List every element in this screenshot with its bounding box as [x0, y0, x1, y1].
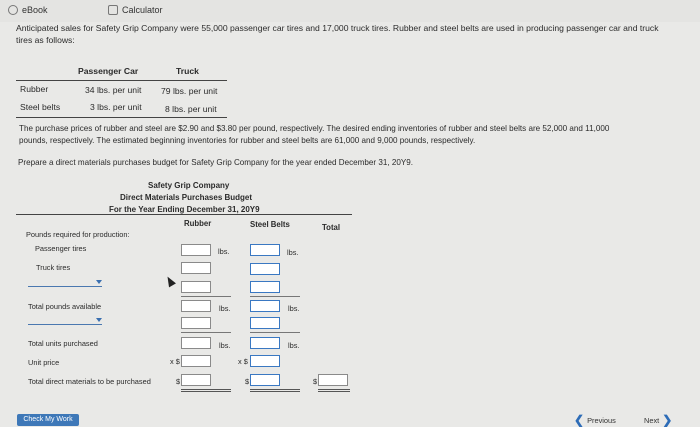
rubber-total-cost-input[interactable] — [181, 374, 211, 386]
times-dollar-steel: x $ — [238, 357, 248, 366]
steel-truck-input[interactable] — [250, 263, 280, 275]
rubber-units-purchased-input[interactable] — [181, 337, 211, 349]
row-steel-passenger: 3 lbs. per unit — [90, 102, 142, 112]
budget-item-dropdown-2[interactable] — [28, 316, 102, 325]
body-paragraph-1b: pounds, respectively. The estimated beginning inventories for rubber and steel belts are 61,000 and 9,000 pounds, respectively. — [19, 136, 476, 145]
label-truck-tires: Truck tires — [36, 263, 71, 272]
intro-line-2: tires as follows: — [16, 35, 75, 45]
label-total-units-purchased: Total units purchased — [28, 339, 98, 348]
steel-subtotal-rule — [250, 296, 300, 297]
mouse-cursor — [164, 275, 176, 288]
rubber-passenger-input[interactable] — [181, 244, 211, 256]
previous-label: Previous — [587, 415, 616, 425]
budget-title: Direct Materials Purchases Budget — [120, 193, 253, 202]
rubber-subtotal-rule-2 — [181, 332, 231, 333]
rubber-final-rule — [181, 389, 231, 390]
chevron-down-icon — [96, 280, 102, 284]
steel-subtotal-rule-2 — [250, 332, 300, 333]
body-paragraph-1: The purchase prices of rubber and steel are $2.90 and $3.80 per pound, respectively. The desired ending inventories of rubber and steel belts are 52,000 and 11,000 — [19, 124, 610, 133]
unit-lbs-steel-passenger: lbs. — [287, 248, 299, 257]
header-passenger-car: Passenger Car — [78, 66, 139, 76]
budget-company: Safety Grip Company — [148, 181, 230, 190]
unit-lbs-steel-available: lbs. — [288, 304, 300, 313]
row-rubber-truck: 79 lbs. per unit — [161, 86, 218, 96]
calculator-tab-label: Calculator — [122, 5, 163, 15]
body-paragraph-2: Prepare a direct materials purchases budget for Safety Grip Company for the year ended December 31, 20Y9. — [18, 158, 414, 167]
steel-dropdown2-input[interactable] — [250, 317, 280, 329]
rubber-dropdown1-input[interactable] — [181, 281, 211, 293]
calculator-icon — [108, 5, 118, 15]
budget-period: For the Year Ending December 31, 20Y9 — [109, 205, 260, 214]
dollar-total: $ — [313, 377, 318, 386]
steel-final-rule-2 — [250, 391, 300, 392]
header-truck: Truck — [176, 66, 199, 76]
chevron-down-icon — [96, 318, 102, 322]
unit-lbs-rubber-passenger: lbs. — [218, 247, 230, 256]
materials-header-rule — [16, 80, 227, 81]
row-steel-label: Steel belts — [20, 102, 61, 112]
dollar-steel: $ — [245, 377, 250, 386]
next-button[interactable] — [644, 413, 672, 427]
rubber-subtotal-rule — [181, 296, 231, 297]
next-label: Next — [644, 415, 660, 425]
rubber-total-available-input[interactable] — [181, 300, 211, 312]
label-passenger-tires: Passenger tires — [35, 244, 87, 253]
label-total-pounds-available: Total pounds available — [28, 302, 102, 311]
steel-total-cost-input[interactable] — [250, 374, 280, 386]
ebook-tab-label: eBook — [22, 5, 48, 15]
row-rubber-passenger: 34 lbs. per unit — [85, 85, 142, 95]
row-rubber-label: Rubber — [20, 84, 49, 94]
chevron-right-icon: ❯ — [662, 413, 673, 427]
ebook-icon — [8, 5, 18, 15]
unit-lbs-rubber-purchased: lbs. — [219, 341, 231, 350]
col-header-rubber: Rubber — [184, 219, 212, 228]
ebook-tab[interactable] — [8, 5, 48, 15]
label-pounds-required: Pounds required for production: — [26, 230, 130, 239]
rubber-dropdown2-input[interactable] — [181, 317, 211, 329]
col-header-total: Total — [322, 223, 341, 232]
previous-button[interactable] — [574, 413, 616, 427]
steel-dropdown1-input[interactable] — [250, 281, 280, 293]
budget-item-dropdown-1[interactable] — [28, 278, 102, 287]
steel-total-available-input[interactable] — [250, 300, 280, 312]
rubber-final-rule-2 — [181, 391, 231, 392]
chevron-left-icon: ❮ — [574, 413, 585, 427]
unit-lbs-rubber-available: lbs. — [219, 304, 231, 313]
top-toolbar — [0, 0, 700, 22]
col-header-steel-belts: Steel Belts — [250, 220, 290, 229]
label-unit-price: Unit price — [28, 358, 60, 367]
check-my-work-button[interactable]: Check My Work — [17, 414, 79, 426]
rubber-truck-input[interactable] — [181, 262, 211, 274]
total-final-rule-2 — [318, 391, 350, 392]
calculator-tab[interactable] — [108, 5, 163, 15]
materials-bottom-rule — [16, 117, 227, 118]
total-final-rule — [318, 389, 350, 390]
steel-final-rule — [250, 389, 300, 390]
intro-text — [16, 22, 696, 46]
steel-unit-price-input[interactable] — [250, 355, 280, 367]
unit-lbs-steel-purchased: lbs. — [288, 341, 300, 350]
rubber-unit-price-input[interactable] — [181, 355, 211, 367]
dollar-rubber: $ — [176, 377, 181, 386]
steel-passenger-input[interactable] — [250, 244, 280, 256]
row-steel-truck: 8 lbs. per unit — [165, 104, 217, 114]
budget-header-rule — [16, 214, 352, 215]
total-cost-input[interactable] — [318, 374, 348, 386]
steel-units-purchased-input[interactable] — [250, 337, 280, 349]
label-total-direct-materials: Total direct materials to be purchased — [28, 377, 151, 386]
times-dollar-rubber: x $ — [170, 357, 180, 366]
intro-line-1: Anticipated sales for Safety Grip Company were 55,000 passenger car tires and 17,000 truck tires. Rubber and steel belts are used in producing passenger car and truck — [16, 23, 659, 33]
